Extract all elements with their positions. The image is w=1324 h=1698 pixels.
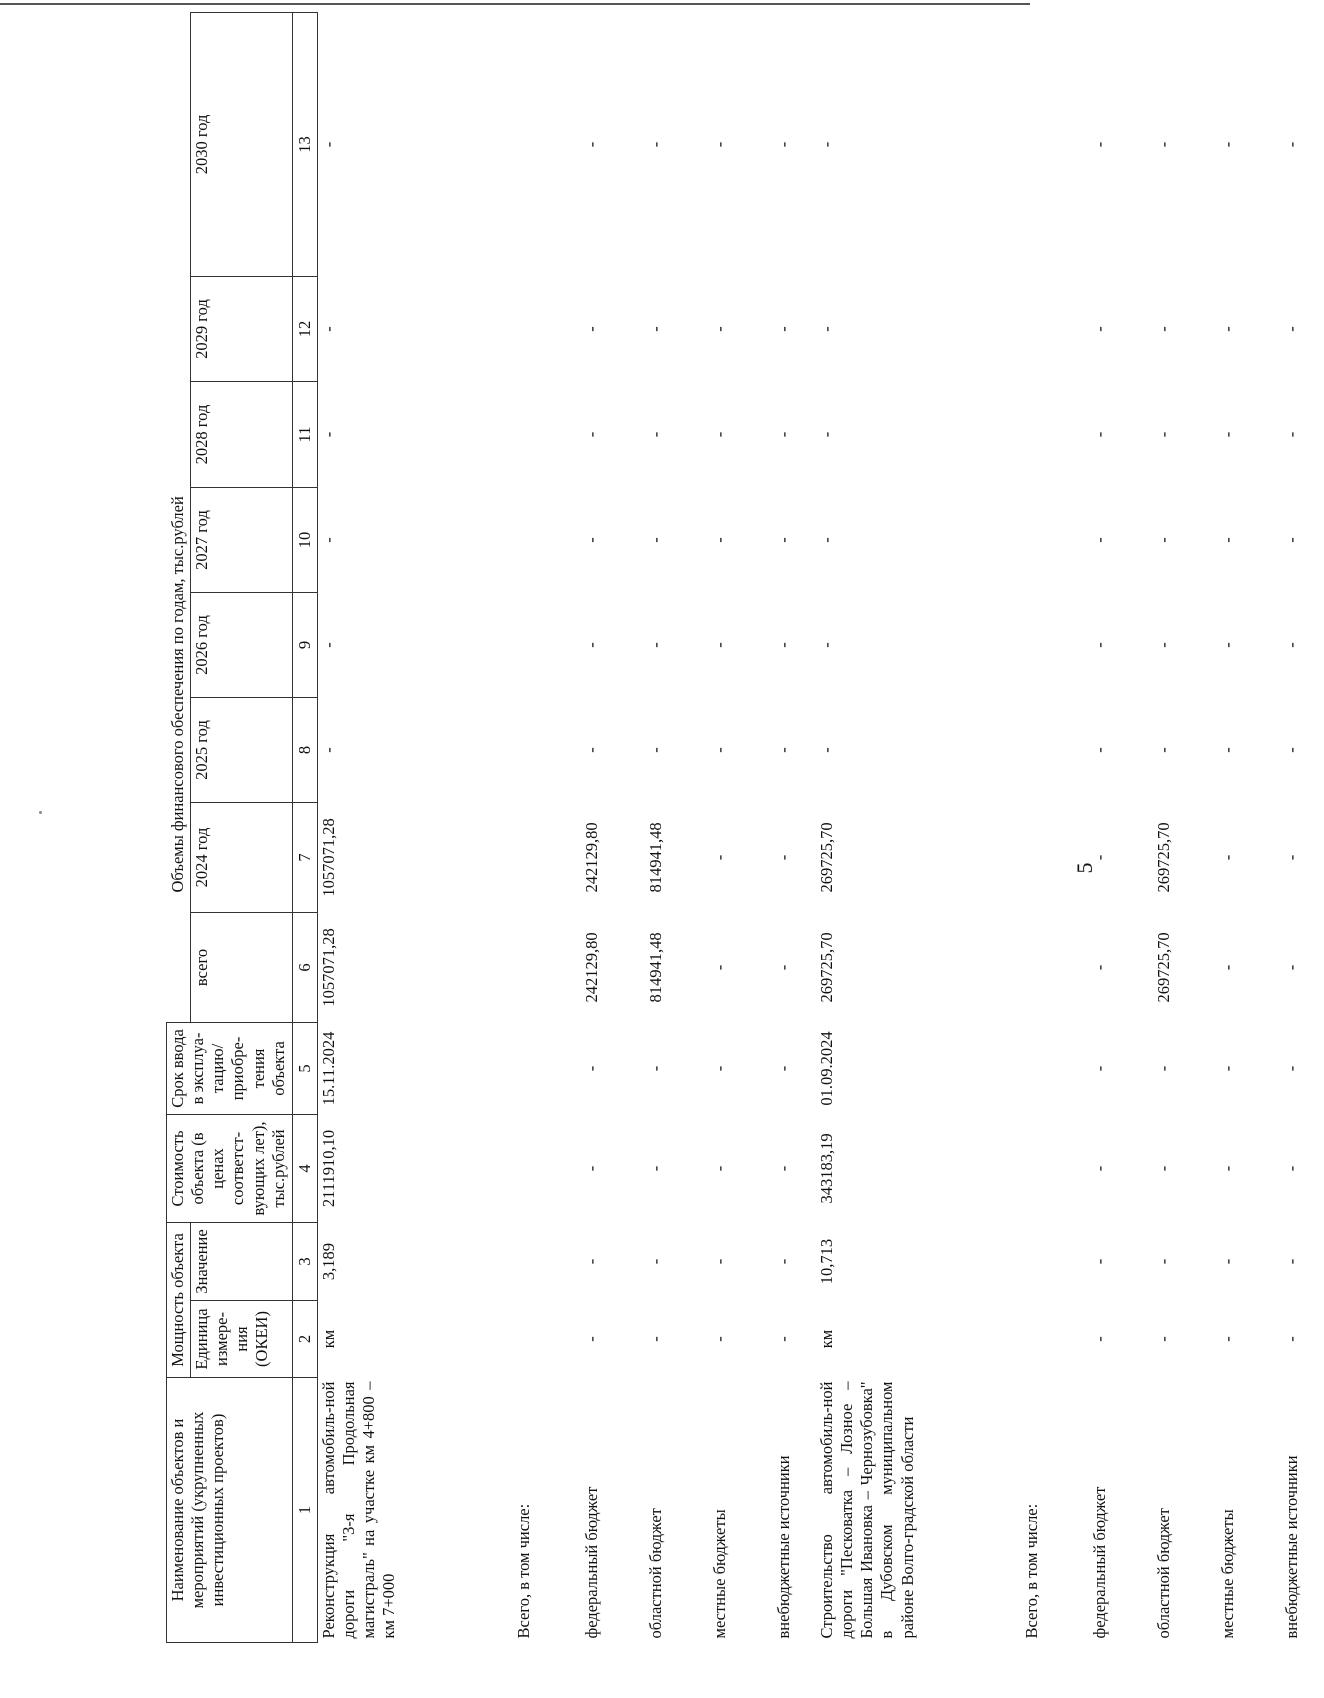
cell-unit: - [1153,1336,1173,1342]
cell-2029: - [1281,326,1301,332]
table-row [1260,12,1324,1642]
cell-unit: - [645,1336,665,1342]
cell-2027: - [773,537,793,543]
header-year-2025: 2025 год [191,697,293,802]
cell-2030: - [1089,141,1109,148]
header-year-2029: 2029 год [191,276,293,381]
cell-total: - [709,964,729,971]
cell-total: - [773,964,793,971]
row-name: Всего, в том числе: [513,1503,533,1639]
cell-2024: - [1281,854,1301,861]
cell-total: - [1281,964,1301,971]
cell-2024: 269725,70 [817,822,836,893]
cell-total: 814941,48 [645,932,665,1003]
header-capacity: Мощность объекта [167,1222,191,1377]
cell-2025: - [773,747,793,753]
cell-2024: - [773,854,793,861]
cell-2028: - [1281,431,1301,438]
cell-term: - [1153,1065,1173,1072]
cell-cost: 2111910,10 [319,1129,338,1208]
cell-total: 269725,70 [1153,932,1173,1003]
column-number: 13 [293,12,318,276]
column-number: 3 [293,1222,318,1300]
cell-cost: - [581,1165,601,1172]
header-unit: Единица измере-ния (ОКЕИ) [191,1301,293,1378]
table-row [688,12,752,1642]
header-cost: Стоимость объекта (в ценах соответст-вующих лет), тыс.рублей [167,1114,293,1222]
cell-2024: - [1089,854,1109,861]
cell-cost: - [1217,1165,1237,1172]
cell-2029: - [817,326,836,332]
cell-total: 269725,70 [817,932,836,1003]
header-year-2030: 2030 год [191,12,293,276]
table-row [318,12,489,1642]
cell-cost: - [709,1165,729,1172]
cell-total: - [1089,964,1109,971]
cell-2028: - [645,431,665,438]
table-row [996,12,1068,1642]
cell-unit: - [1281,1336,1301,1342]
cell-2027: - [1217,537,1237,543]
column-number: 5 [293,1022,318,1114]
page-number: 5 [1072,862,1097,874]
header-year-2027: 2027 год [191,487,293,592]
column-number: 8 [293,697,318,802]
cell-2030: - [709,141,729,148]
cell-2026: - [319,642,338,648]
cell-2026: - [1281,642,1301,648]
cell-2030: - [319,141,338,148]
header-year-2028: 2028 год [191,381,293,487]
column-number: 12 [293,276,318,381]
column-number: 10 [293,487,318,592]
cell-2030: - [1217,141,1237,148]
table-row [1132,12,1196,1642]
cell-2028: - [1217,431,1237,438]
cell-unit: км [319,1329,338,1349]
cell-2027: - [1153,537,1173,543]
cell-2030: - [645,141,665,148]
row-name: внебюджетные источники [773,1455,793,1639]
financing-table [166,12,1324,1643]
header-year-2024: 2024 год [191,802,293,912]
cell-2024: 269725,70 [1153,822,1173,893]
cell-2027: - [645,537,665,543]
cell-2028: - [581,431,601,438]
cell-2024: 242129,80 [581,822,601,893]
cell-unit: - [773,1336,793,1342]
cell-term: - [1217,1065,1237,1072]
cell-term: - [709,1065,729,1072]
cell-unit: - [709,1336,729,1342]
cell-cost: - [773,1165,793,1172]
cell-2025: - [645,747,665,753]
cell-2027: - [1089,537,1109,543]
row-name: областной бюджет [1153,1508,1173,1639]
cell-2025: - [1089,747,1109,753]
cell-2026: - [645,642,665,648]
row-name: местные бюджеты [709,1509,729,1639]
cell-2029: - [773,326,793,332]
column-number: 1 [293,1378,318,1643]
cell-2029: - [581,326,601,332]
row-name: Реконструкция автомобиль-ной дороги "3-я Продольная магистраль" на участке км 4+800 – км 7+000 [319,1381,399,1639]
row-name: федеральный бюджет [1089,1486,1109,1639]
cell-2028: - [817,431,836,438]
cell-value: - [581,1258,601,1265]
column-number: 6 [293,912,318,1022]
cell-2026: - [1217,642,1237,648]
header-value: Значение [191,1222,293,1300]
cell-value: 3,189 [319,1242,338,1281]
cell-2027: - [581,537,601,543]
cell-value: - [1089,1258,1109,1265]
cell-cost: 343183,19 [817,1133,836,1204]
table-row [816,12,996,1642]
cell-unit: - [1217,1336,1237,1342]
cell-2027: - [1281,537,1301,543]
header-name: Наименование объектов и мероприятий (укрупненных инвестиционных проектов) [167,1378,293,1643]
cell-2026: - [773,642,793,648]
cell-2025: - [817,747,836,753]
cell-2027: - [319,537,338,543]
cell-2024: 814941,48 [645,822,665,893]
cell-total: - [1217,964,1237,971]
cell-2025: - [1153,747,1173,753]
cell-term: - [1089,1065,1109,1072]
cell-2029: - [709,326,729,332]
column-number: 11 [293,381,318,487]
cell-term: - [773,1065,793,1072]
column-number-row [293,12,318,1642]
column-number: 7 [293,802,318,912]
header-year-2026: 2026 год [191,592,293,697]
cell-2026: - [709,642,729,648]
cell-2028: - [709,431,729,438]
cell-unit: км [817,1329,836,1349]
cell-2028: - [319,431,338,438]
header-term: Срок ввода в эксплуа-тацию/ приобре-тения объекта [167,1022,293,1114]
cell-2030: - [817,141,836,148]
cell-value: - [1281,1258,1301,1265]
cell-2028: - [1089,431,1109,438]
cell-total: 1057071,28 [319,928,338,1007]
cell-term: - [581,1065,601,1072]
header-finance: Объемы финансового обеспечения по годам, тыс.рублей [167,496,187,893]
header-blank [167,912,191,1022]
cell-2028: - [773,431,793,438]
cell-term: 15.11.2024 [319,1031,338,1106]
cell-2026: - [1153,642,1173,648]
cell-2025: - [1217,747,1237,753]
cell-cost: - [1281,1165,1301,1172]
cell-2024: 1057071,28 [319,818,338,897]
cell-cost: - [1153,1165,1173,1172]
table-row [560,12,624,1642]
cell-value: - [1217,1258,1237,1265]
cell-2025: - [709,747,729,753]
row-name: внебюджетные источники [1281,1455,1301,1639]
cell-value: - [1153,1258,1173,1265]
cell-2026: - [1089,642,1109,648]
cell-term: 01.09.2024 [817,1031,836,1106]
cell-cost: - [645,1165,665,1172]
row-name: федеральный бюджет [581,1486,601,1639]
cell-2024: - [1217,854,1237,861]
cell-2030: - [581,141,601,148]
cell-2025: - [1281,747,1301,753]
cell-2030: - [1153,141,1173,148]
column-number: 9 [293,592,318,697]
cell-2024: - [709,854,729,861]
cell-2027: - [709,537,729,543]
cell-term: - [1281,1065,1301,1072]
cell-unit: - [581,1336,601,1342]
table-row [1196,12,1260,1642]
table-row [1068,12,1132,1642]
table-row [488,12,560,1642]
cell-value: - [773,1258,793,1265]
column-number: 2 [293,1301,318,1378]
cell-value: 10,713 [817,1238,836,1285]
cell-2029: - [1217,326,1237,332]
cell-2030: - [773,141,793,148]
cell-cost: - [1089,1165,1109,1172]
cell-2025: - [581,747,601,753]
row-name: местные бюджеты [1217,1509,1237,1639]
header-total: всего [191,912,293,1022]
column-number: 4 [293,1114,318,1222]
row-name: Строительство автомобиль-ной дороги "Песковатка – Лозное – Большая Ивановка – Чернозубовка" в Дубовском муниципальном районе Волго-градской области [817,1381,917,1639]
cell-2030: - [1281,141,1301,148]
cell-2027: - [817,537,836,543]
cell-2028: - [1153,431,1173,438]
cell-2029: - [319,326,338,332]
cell-term: - [645,1065,665,1072]
cell-2029: - [1089,326,1109,332]
cell-2025: - [319,747,338,753]
table-row [752,12,816,1642]
cell-unit: - [1089,1336,1109,1342]
cell-2026: - [581,642,601,648]
cell-2026: - [817,642,836,648]
table-row [624,12,688,1642]
cell-total: 242129,80 [581,932,601,1003]
row-name: областной бюджет [645,1508,665,1639]
cell-2029: - [645,326,665,332]
cell-value: - [645,1258,665,1265]
cell-2029: - [1153,326,1173,332]
row-name: Всего, в том числе: [1021,1503,1041,1639]
cell-value: - [709,1258,729,1265]
